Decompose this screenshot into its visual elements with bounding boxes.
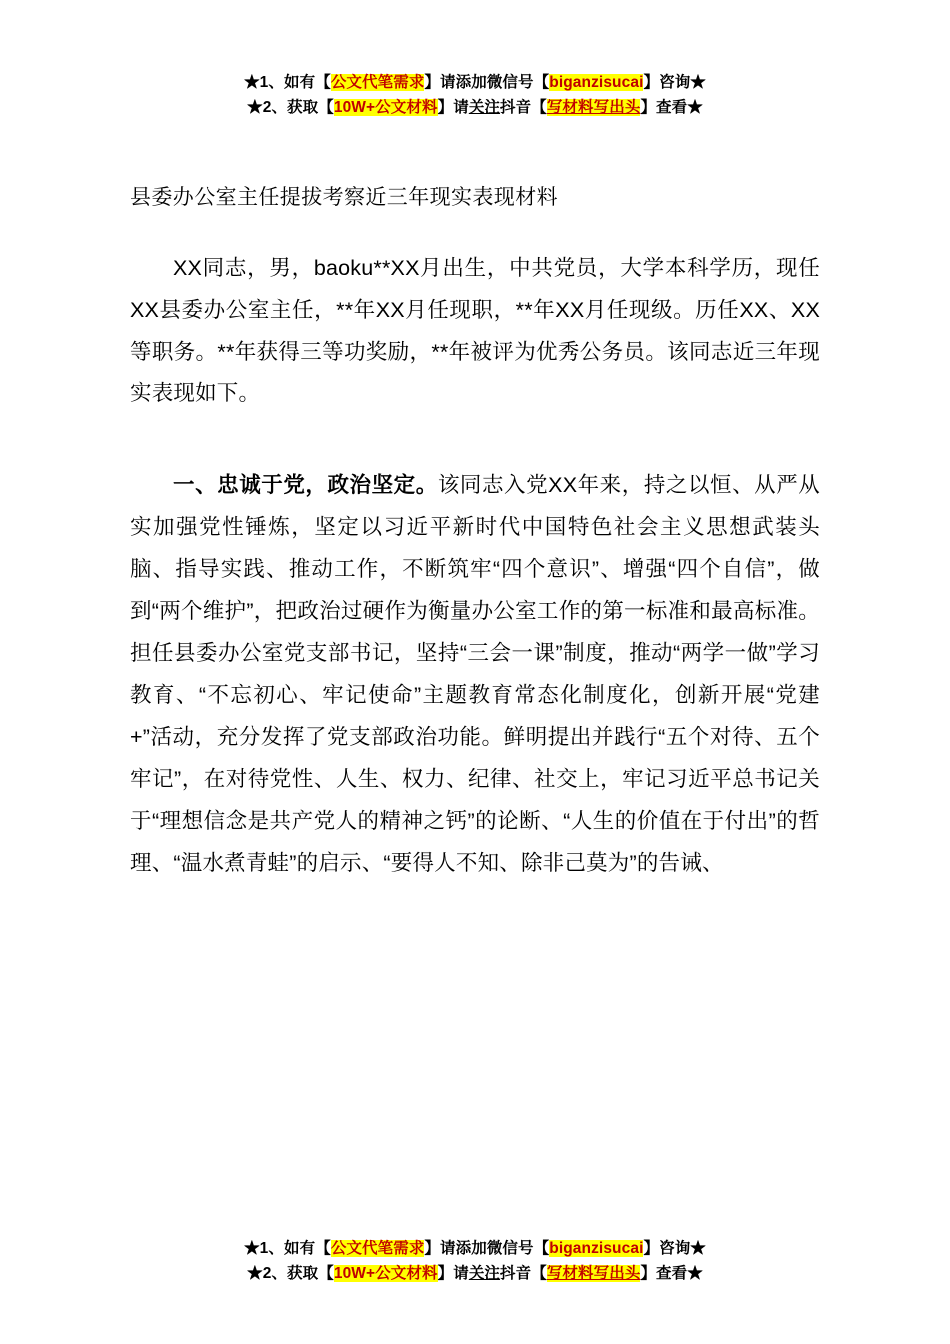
promo-segment: ★1、如有 [244,74,316,91]
promo-segment: 咨询★ [659,1239,706,1257]
promo-segment: 公文代笔需求 [330,74,425,91]
promo-segment: ★2、获取 [247,99,319,117]
section-one-body: 该同志入党XX年来，持之以恒、从严从实加强党性锤炼，坚定以习近平新时代中国特色社会主义思想武装头脑、指导实践、推动工作，不断筑牢“四个意识”、增强“四个自信”，做到“两个维护”，把政治过硬作为衡量办公室工作的第一标准和最高标准。担任县委办公室党支部书记，坚持“三会一课”制度，推动“两学一做”学习教育、“不忘初心、牢记使命”主题教育常态化制度化，创新开展“党建+”活动，充分发挥了党支部政治功能。鲜明提出并践行“五个对待、五个牢记”，在对待党性、人生、权力、纪律、社交上，牢记习近平总书记关于“理想信念是共产党人的精神之钙”的论断、“人生的价值在于付出”的哲理、“温水煮青蛙”的启示、“要得人不知、除非己莫为”的告诫、 [130,473,820,875]
promo-segment: 请添加微信号 [440,1239,534,1257]
promo-segment: 写材料写出头 [546,99,641,117]
promo-top-line-1 [130,70,820,95]
promo-segment: biganzisucai [549,74,644,91]
promo-segment: 】 [424,1239,441,1257]
promo-segment: 】 [640,1264,657,1282]
promo-segment: 】 [643,74,660,91]
promo-segment: 咨询★ [659,74,706,91]
promo-segment: 抖音 [500,99,532,117]
document-title: 县委办公室主任提拔考察近三年现实表现材料 [130,186,558,210]
promo-segment: 10W+公文材料 [333,99,438,117]
section-one-paragraph [130,465,820,884]
promo-segment: 【 [531,1264,547,1282]
promo-segment: 查看★ [656,99,703,117]
promo-banner-top [130,70,820,120]
promo-segment: 抖音 [500,1264,532,1282]
promo-segment: 10W+公文材料 [333,1264,438,1282]
promo-segment: 】 [643,1239,660,1257]
promo-segment: 请 [453,99,469,117]
promo-segment: 写材料写出头 [546,1264,641,1282]
promo-segment: 【 [533,1239,550,1257]
promo-bottom-line-2 [0,1261,950,1286]
promo-segment: 【 [315,1239,331,1257]
promo-segment: 【 [318,1264,334,1282]
promo-segment: 公文代笔需求 [330,1239,425,1257]
promo-segment: 关注 [468,99,501,117]
promo-segment: 】 [437,1264,454,1282]
promo-segment: 【 [531,99,547,117]
promo-segment: 请添加微信号 [440,74,534,91]
intro-paragraph: XX同志，男，baoku**XX月出生，中共党员，大学本科学历，现任XX县委办公室主任，**年XX月任现职，**年XX月任现级。历任XX、XX等职务。**年获得三等功奖励，**年被评为优秀公务员。该同志近三年现实表现如下。 [130,255,820,406]
promo-segment: 【 [315,74,331,91]
promo-segment: 查看★ [656,1264,703,1282]
promo-segment: 【 [533,74,550,91]
promo-segment: biganzisucai [549,1239,644,1257]
promo-segment: 请 [453,1264,469,1282]
promo-segment: 】 [640,99,657,117]
promo-segment: 】 [424,74,441,91]
promo-segment: ★1、如有 [244,1239,316,1257]
promo-bottom-line-1 [0,1236,950,1261]
section-one-heading: 一、忠诚于党，政治坚定。 [173,473,438,498]
promo-segment: ★2、获取 [247,1264,319,1282]
promo-top-line-2 [130,95,820,120]
promo-segment: 【 [318,99,334,117]
promo-segment: 】 [437,99,454,117]
promo-banner-bottom [0,1236,950,1286]
promo-segment: 关注 [468,1264,501,1282]
